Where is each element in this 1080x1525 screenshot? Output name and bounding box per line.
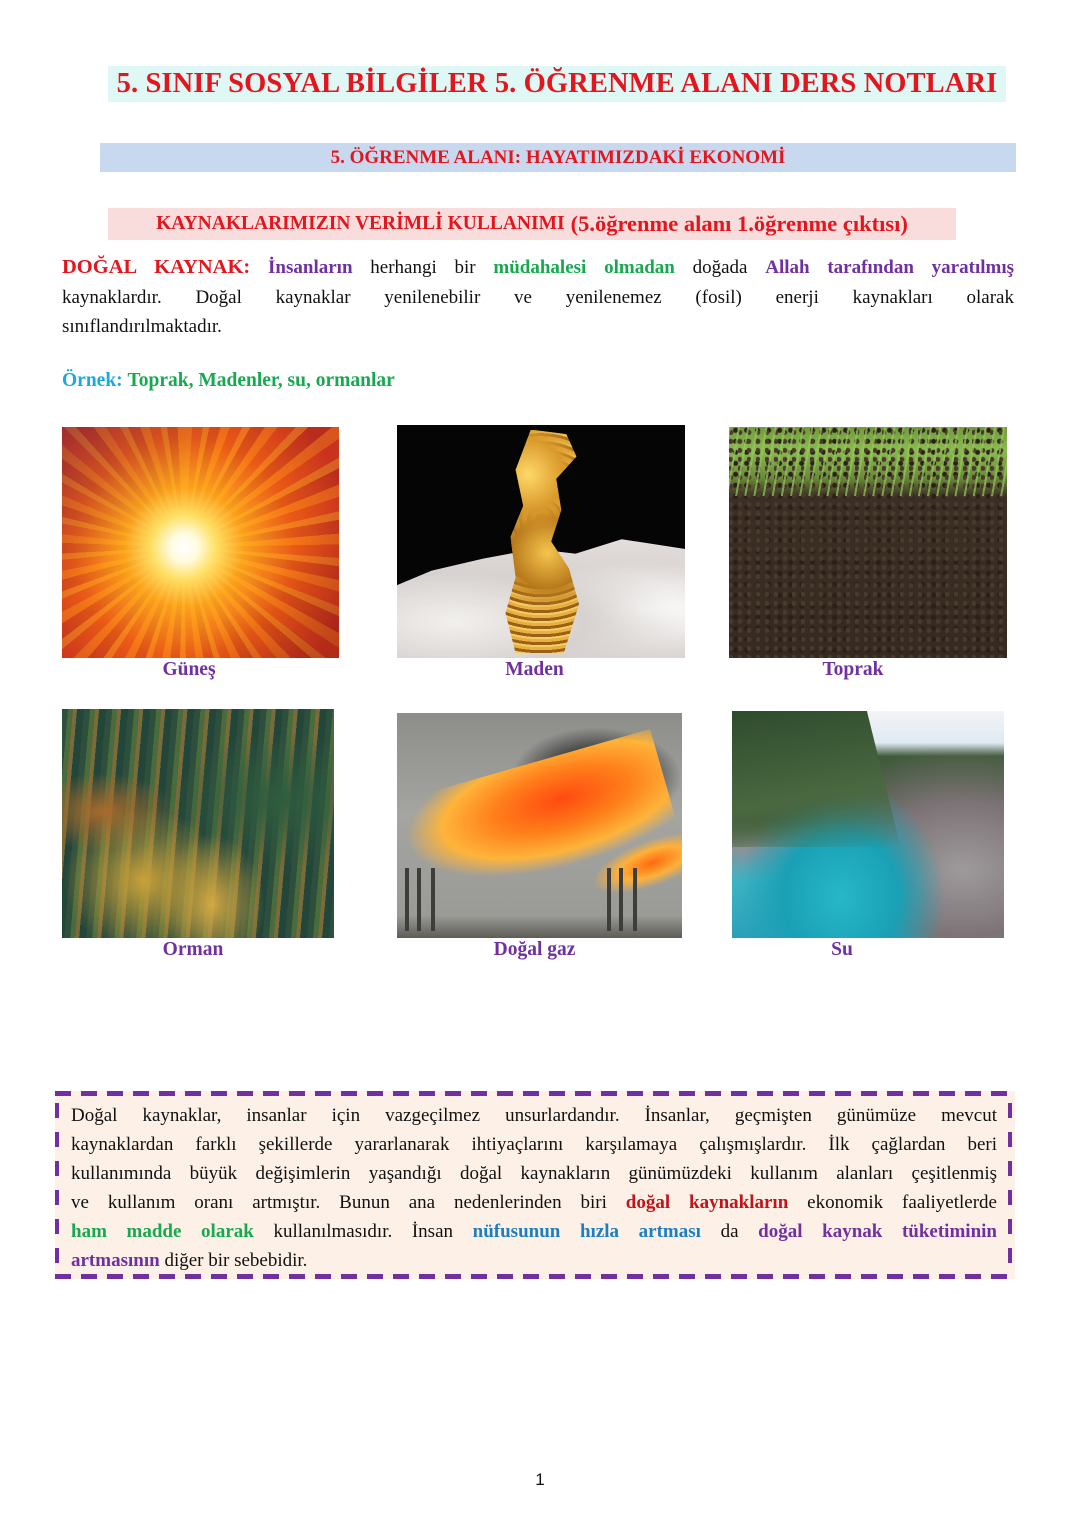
example-label: Örnek: bbox=[62, 370, 123, 391]
definition-span: doğada bbox=[674, 257, 766, 278]
soil-image bbox=[729, 427, 1007, 658]
definition-span: Allah tarafından yaratılmış bbox=[765, 257, 1015, 278]
flare-stack bbox=[417, 868, 421, 931]
learning-area-title: 5. ÖĞRENME ALANI: HAYATIMIZDAKİ EKONOMİ bbox=[330, 146, 786, 168]
info-span: kaynaklardan farklı şekillerde yararlanarak ihtiyaçlarını karşılamaya çalışmışlardır. İlk çağlardan beri bbox=[71, 1134, 997, 1155]
flare-stack bbox=[633, 868, 637, 931]
info-span: ve kullanım oranı artmıştır. Bunun ana nedenlerinden biri bbox=[71, 1192, 626, 1213]
info-span: diğer bir sebebidir. bbox=[159, 1250, 308, 1271]
section-note: (5.öğrenme alanı 1.öğrenme çıktısı) bbox=[570, 211, 908, 236]
info-span: doğal kaynak tüketiminin bbox=[758, 1221, 997, 1242]
sun-image bbox=[62, 427, 339, 658]
info-box bbox=[55, 1091, 1015, 1279]
info-line bbox=[71, 1130, 997, 1159]
definition-term: DOĞAL KAYNAK: bbox=[62, 256, 251, 278]
caption-su: Su bbox=[831, 939, 853, 960]
gold-ore-image bbox=[397, 425, 685, 658]
caption-maden: Maden bbox=[505, 659, 564, 680]
river-image bbox=[732, 711, 1004, 938]
flare-stack bbox=[431, 868, 435, 931]
info-line bbox=[71, 1159, 997, 1188]
page-number: 1 bbox=[535, 1470, 545, 1489]
definition-line-1 bbox=[62, 253, 1014, 283]
info-span: kullanımında büyük değişimlerin yaşandığı doğal kaynakların günümüzdeki kullanım alanları çeşitlenmiş bbox=[71, 1163, 997, 1184]
flare-stack bbox=[619, 868, 623, 931]
learning-area-band bbox=[100, 143, 1016, 172]
gas-flare-image bbox=[397, 713, 682, 938]
info-line bbox=[71, 1246, 997, 1275]
info-line bbox=[71, 1101, 997, 1130]
definition-paragraph bbox=[62, 253, 1014, 342]
caption-gunes: Güneş bbox=[162, 659, 216, 680]
section-title: KAYNAKLARIMIZIN VERİMLİ KULLANIMI bbox=[156, 213, 565, 234]
dashed-border-right bbox=[1008, 1103, 1012, 1267]
section-heading-band bbox=[108, 208, 956, 240]
definition-span: herhangi bir bbox=[352, 257, 494, 278]
document-title: 5. SINIF SOSYAL BİLGİLER 5. ÖĞRENME ALANI DERS NOTLARI bbox=[116, 68, 998, 99]
caption-orman: Orman bbox=[162, 939, 224, 960]
info-span: kullanılmasıdır. İnsan bbox=[253, 1221, 473, 1242]
info-span: nüfusunun hızla artması bbox=[472, 1221, 701, 1242]
definition-line-2: kaynaklardır. Doğal kaynaklar yenilenebilir ve yenilenemez (fosil) enerji kaynakları olarak bbox=[62, 286, 1014, 308]
dashed-border-top bbox=[55, 1091, 1015, 1096]
definition-span: müdahalesi olmadan bbox=[493, 257, 675, 278]
flare-stack bbox=[405, 868, 409, 931]
definition-span: İnsanların bbox=[268, 257, 353, 278]
caption-dogal-gaz: Doğal gaz bbox=[493, 939, 576, 960]
info-line bbox=[71, 1217, 997, 1246]
info-span: da bbox=[700, 1221, 759, 1242]
caption-toprak: Toprak bbox=[822, 659, 884, 680]
example-line bbox=[62, 370, 395, 392]
info-span: ekonomik faaliyetlerde bbox=[788, 1192, 997, 1213]
info-span: ham madde olarak bbox=[71, 1221, 254, 1242]
info-line bbox=[71, 1188, 997, 1217]
document-title-band bbox=[108, 66, 1006, 102]
info-span: doğal kaynakların bbox=[625, 1192, 789, 1213]
definition-line-3: sınıflandırılmaktadır. bbox=[62, 316, 222, 337]
forest-image bbox=[62, 709, 334, 938]
info-span: Doğal kaynaklar, insanlar için vazgeçilmez unsurlardandır. İnsanlar, geçmişten günümüze mevcut bbox=[71, 1105, 997, 1126]
info-box-text bbox=[71, 1101, 997, 1275]
dashed-border-left bbox=[55, 1103, 59, 1267]
info-span: artmasının bbox=[71, 1250, 160, 1271]
example-text: Toprak, Madenler, su, ormanlar bbox=[127, 370, 395, 391]
flare-stack bbox=[607, 868, 611, 931]
